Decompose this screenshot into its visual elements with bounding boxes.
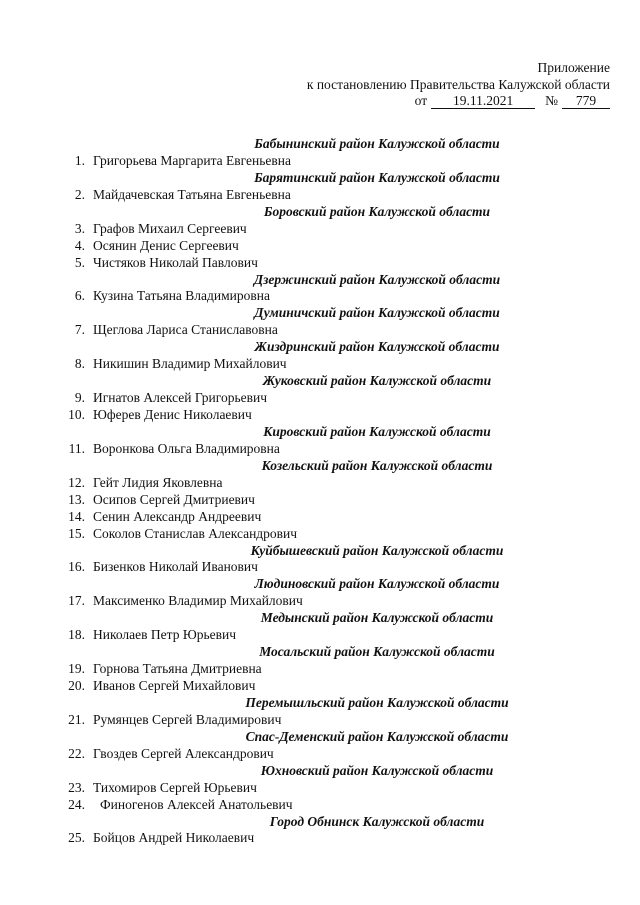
district-heading: Жиздринский район Калужской области bbox=[254, 339, 500, 355]
district-heading: Кировский район Калужской области bbox=[263, 423, 491, 439]
person-name: Никишин Владимир Михайлович bbox=[93, 356, 287, 372]
list-item bbox=[62, 356, 562, 373]
person-name: Гейт Лидия Яковлевна bbox=[93, 474, 223, 490]
item-number: 2. bbox=[74, 186, 85, 202]
item-number: 3. bbox=[74, 220, 85, 236]
item-number: 8. bbox=[74, 356, 85, 372]
person-name: Гвоздев Сергей Александрович bbox=[93, 745, 274, 761]
item-number: 17. bbox=[68, 593, 85, 609]
resolution-reference: к постановлению Правительства Калужской области bbox=[306, 76, 610, 92]
district-heading: Мосальский район Калужской области bbox=[259, 644, 495, 660]
district-heading: Спас-Деменский район Калужской области bbox=[245, 728, 509, 744]
item-number: 7. bbox=[74, 322, 85, 338]
list-item bbox=[62, 221, 562, 238]
district-heading: Барятинский район Калужской области bbox=[254, 169, 500, 185]
district-heading: Думиничский район Калужской области bbox=[254, 305, 500, 321]
district-heading: Город Обнинск Калужской области bbox=[269, 813, 485, 829]
district-heading: Людиновский район Калужской области bbox=[254, 576, 500, 592]
person-name: Графов Михаил Сергеевич bbox=[93, 220, 247, 236]
item-number: 4. bbox=[74, 237, 85, 253]
date-prefix: от bbox=[414, 93, 428, 108]
person-name: Кузина Татьяна Владимировна bbox=[93, 288, 270, 304]
person-name: Григорьева Маргарита Евгеньевна bbox=[93, 152, 291, 168]
person-name: Горнова Татьяна Дмитриевна bbox=[93, 661, 262, 677]
district-heading: Бабынинский район Калужской области bbox=[254, 136, 500, 151]
person-name: Сенин Александр Андреевич bbox=[93, 508, 262, 524]
list-item bbox=[62, 797, 562, 814]
list-item bbox=[62, 153, 562, 170]
district-heading: Куйбышевский район Калужской области bbox=[250, 542, 504, 558]
list-item bbox=[62, 559, 562, 576]
person-name: Бизенков Николай Иванович bbox=[93, 559, 258, 575]
person-name: Юферев Денис Николаевич bbox=[93, 407, 252, 422]
item-number: 11. bbox=[68, 440, 85, 456]
person-name: Румянцев Сергей Владимирович bbox=[93, 711, 282, 727]
person-name: Соколов Станислав Александрович bbox=[93, 525, 298, 541]
person-name: Финогенов Алексей Анатольевич bbox=[100, 796, 293, 812]
person-name: Николаев Петр Юрьевич bbox=[93, 627, 236, 643]
appendix-title: Приложение bbox=[537, 60, 610, 75]
person-name: Воронкова Ольга Владимировна bbox=[93, 440, 280, 456]
person-name: Осянин Денис Сергеевич bbox=[93, 237, 239, 253]
list-item bbox=[62, 407, 562, 424]
list-item bbox=[62, 475, 562, 492]
item-number: 20. bbox=[68, 678, 85, 693]
item-number: 19. bbox=[68, 661, 85, 677]
item-number: 21. bbox=[68, 711, 85, 727]
date-number-line bbox=[415, 93, 610, 110]
list-item bbox=[62, 678, 562, 695]
item-number: 24. bbox=[68, 796, 85, 812]
list-item bbox=[62, 526, 562, 543]
item-number: 14. bbox=[68, 508, 85, 524]
list-item bbox=[62, 661, 562, 678]
list-item bbox=[62, 187, 562, 204]
list-item bbox=[62, 712, 562, 729]
district-heading: Перемышльский район Калужской области bbox=[245, 694, 509, 710]
list-item bbox=[62, 593, 562, 610]
district-list bbox=[62, 136, 562, 847]
district-heading: Жуковский район Калужской области bbox=[262, 373, 492, 389]
item-number: 23. bbox=[68, 779, 85, 795]
document-number: 779 bbox=[562, 94, 610, 109]
district-heading: Медынский район Калужской области bbox=[260, 610, 494, 626]
number-sign: № bbox=[545, 93, 558, 108]
person-name: Майдачевская Татьяна Евгеньевна bbox=[93, 186, 291, 202]
person-name: Чистяков Николай Павлович bbox=[93, 254, 258, 270]
document-date: 19.11.2021 bbox=[431, 94, 535, 109]
item-number: 13. bbox=[68, 491, 85, 507]
item-number: 25. bbox=[68, 830, 85, 846]
person-name: Осипов Сергей Дмитриевич bbox=[93, 491, 255, 507]
item-number: 22. bbox=[68, 745, 85, 761]
list-item bbox=[62, 627, 562, 644]
item-number: 1. bbox=[74, 152, 85, 168]
district-heading: Боровский район Калужской области bbox=[263, 203, 491, 219]
item-number: 10. bbox=[68, 407, 85, 422]
person-name: Щеглова Лариса Станиславовна bbox=[93, 322, 278, 338]
person-name: Бойцов Андрей Николаевич bbox=[93, 830, 255, 846]
list-item bbox=[62, 746, 562, 763]
list-item bbox=[62, 322, 562, 339]
list-item bbox=[62, 255, 562, 272]
item-number: 15. bbox=[68, 525, 85, 541]
list-item bbox=[62, 238, 562, 255]
list-item bbox=[62, 492, 562, 509]
document-header bbox=[307, 60, 610, 110]
item-number: 6. bbox=[74, 288, 85, 304]
person-name: Тихомиров Сергей Юрьевич bbox=[93, 779, 257, 795]
list-item bbox=[62, 441, 562, 458]
list-item bbox=[62, 780, 562, 797]
list-item bbox=[62, 509, 562, 526]
person-name: Иванов Сергей Михайлович bbox=[93, 678, 256, 693]
district-heading: Юхновский район Калужской области bbox=[260, 762, 494, 778]
person-name: Игнатов Алексей Григорьевич bbox=[93, 390, 267, 406]
district-heading: Дзержинский район Калужской области bbox=[253, 271, 501, 287]
item-number: 12. bbox=[68, 474, 85, 490]
list-item bbox=[62, 288, 562, 305]
list-item bbox=[62, 830, 562, 847]
district-heading: Козельский район Калужской области bbox=[261, 457, 493, 473]
item-number: 16. bbox=[68, 559, 85, 575]
person-name: Максименко Владимир Михайлович bbox=[93, 593, 303, 609]
item-number: 5. bbox=[74, 254, 85, 270]
item-number: 18. bbox=[68, 627, 85, 643]
item-number: 9. bbox=[74, 390, 85, 406]
list-item bbox=[62, 390, 562, 407]
